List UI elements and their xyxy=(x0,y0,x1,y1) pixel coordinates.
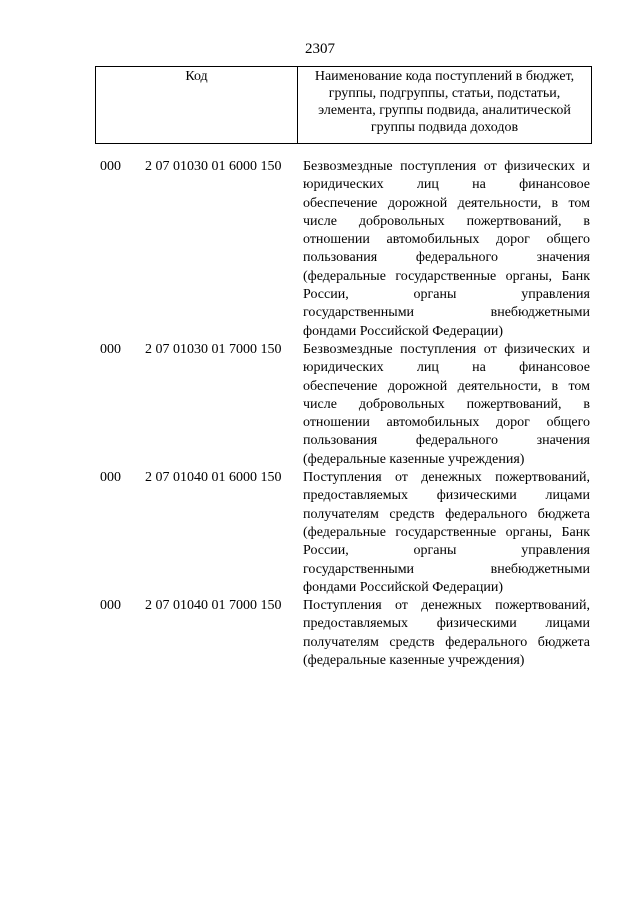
page-number: 2307 xyxy=(305,41,335,57)
description-line: отношении автомобильных дорог общего xyxy=(303,232,590,248)
description-word: органы xyxy=(413,287,457,303)
header-name-column xyxy=(298,67,591,143)
description-line: получателям средств федерального бюджета xyxy=(303,506,590,522)
description-word: внебюджетными xyxy=(490,305,590,321)
table-row xyxy=(100,597,590,670)
description-word: лиц xyxy=(416,360,439,376)
header-name-line: Наименование кода поступлений в бюджет, xyxy=(314,69,575,84)
description-word: на xyxy=(472,177,486,193)
description-line xyxy=(303,176,590,194)
revenue-code: 2 07 01030 01 7000 150 xyxy=(145,341,282,357)
description-word: юридических xyxy=(303,177,384,193)
description-word: финансовое xyxy=(519,177,590,193)
description-line: (федеральные государственные органы, Банк xyxy=(303,524,590,540)
description-word: юридических xyxy=(303,360,384,376)
description-line: Безвозмездные поступления от физических и xyxy=(303,341,590,357)
description-word: пожертвований, xyxy=(466,213,562,229)
revenue-code: 2 07 01030 01 6000 150 xyxy=(145,159,282,174)
revenue-code: 2 07 01040 01 7000 150 xyxy=(145,598,282,614)
header-name-line: элемента, группы подвида, аналитической xyxy=(318,103,571,118)
description-line: (федеральные казенные учреждения) xyxy=(303,451,525,467)
description-word: в xyxy=(583,213,590,229)
description-line: отношении автомобильных дорог общего xyxy=(303,415,590,431)
description-word: в xyxy=(583,396,590,412)
description-word: значения xyxy=(536,433,590,449)
description-word: предоставляемых xyxy=(303,488,409,504)
description-line xyxy=(303,432,590,450)
description-line xyxy=(303,396,590,414)
description-line xyxy=(303,561,590,579)
description-word: федерального xyxy=(415,250,498,266)
admin-code: 000 xyxy=(100,470,121,486)
description-line xyxy=(303,213,590,231)
header-code-column: Код xyxy=(96,67,298,143)
description-line xyxy=(303,249,590,267)
description-word: России, xyxy=(303,287,349,303)
description-line: Безвозмездные поступления от физических и xyxy=(303,159,590,174)
description-word: числе xyxy=(303,213,337,229)
description-word: управления xyxy=(521,287,590,303)
admin-code: 000 xyxy=(100,598,121,614)
description-line xyxy=(303,286,590,304)
description-line: обеспечение дорожной деятельности, в том xyxy=(303,378,590,394)
revenue-description xyxy=(303,158,590,341)
admin-code: 000 xyxy=(100,159,121,174)
description-line: получателям средств федерального бюджета xyxy=(303,634,590,650)
revenue-code: 2 07 01040 01 6000 150 xyxy=(145,470,282,486)
description-line xyxy=(303,487,590,505)
revenue-description xyxy=(303,469,590,597)
description-word: предоставляемых xyxy=(303,616,409,632)
description-word: лицами xyxy=(545,616,590,632)
table-body xyxy=(100,158,590,670)
description-line xyxy=(303,304,590,322)
description-word: добровольных xyxy=(358,213,445,229)
description-line xyxy=(303,359,590,377)
description-line xyxy=(303,542,590,560)
description-word: государственными xyxy=(303,305,415,321)
table-row xyxy=(100,158,590,341)
table-row xyxy=(100,469,590,597)
description-word: пользования xyxy=(303,433,378,449)
description-word: добровольных xyxy=(358,396,445,412)
description-word: внебюджетными xyxy=(490,561,590,577)
description-word: физическими xyxy=(436,488,517,504)
description-word: пользования xyxy=(303,250,378,266)
description-line xyxy=(303,615,590,633)
description-line: (федеральные казенные учреждения) xyxy=(303,653,525,669)
description-word: лиц xyxy=(416,177,439,193)
description-word: финансовое xyxy=(519,360,590,376)
description-word: лицами xyxy=(545,488,590,504)
description-line: Поступления от денежных пожертвований, xyxy=(303,598,590,614)
table-header xyxy=(95,66,592,144)
description-line: обеспечение дорожной деятельности, в том xyxy=(303,195,590,211)
description-word: управления xyxy=(521,543,590,559)
description-word: пожертвований, xyxy=(466,396,562,412)
header-name-line: группы, подгруппы, статьи, подстатьи, xyxy=(328,86,561,101)
description-word: государственными xyxy=(303,561,415,577)
revenue-description xyxy=(303,597,590,670)
admin-code: 000 xyxy=(100,341,121,357)
revenue-description xyxy=(303,341,590,469)
description-word: значения xyxy=(536,250,590,266)
description-word: федерального xyxy=(415,433,498,449)
description-line: фондами Российской Федерации) xyxy=(303,579,504,595)
description-word: органы xyxy=(413,543,457,559)
description-word: России, xyxy=(303,543,349,559)
description-line: (федеральные государственные органы, Банк xyxy=(303,268,590,284)
description-word: числе xyxy=(303,396,337,412)
table-row xyxy=(100,341,590,469)
description-line: Поступления от денежных пожертвований, xyxy=(303,470,590,486)
header-name-line: группы подвида доходов xyxy=(370,120,519,135)
description-line: фондами Российской Федерации) xyxy=(303,323,504,339)
description-word: физическими xyxy=(436,616,517,632)
description-word: на xyxy=(472,360,486,376)
